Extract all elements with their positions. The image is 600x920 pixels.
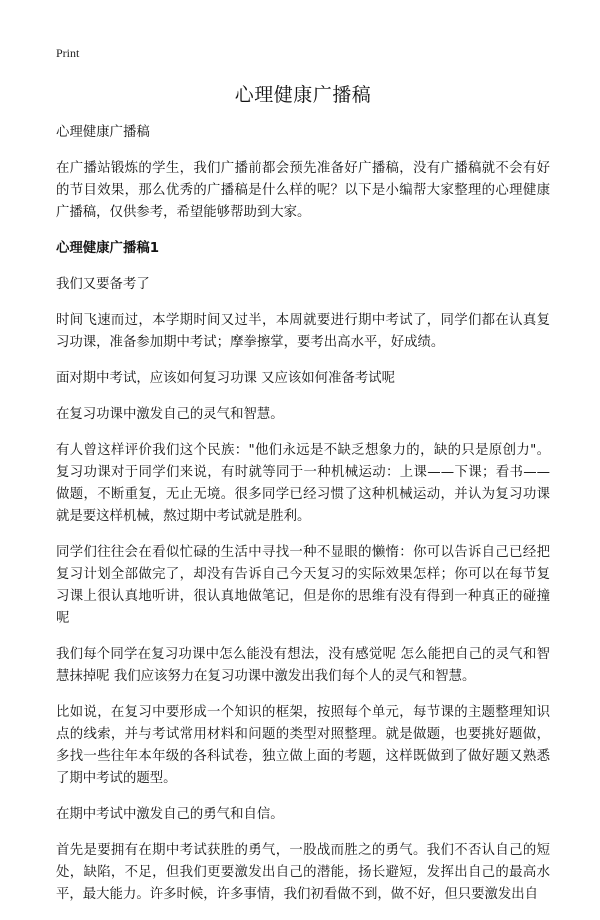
article-body bbox=[56, 122, 550, 920]
intro-paragraph: 在广播站锻炼的学生，我们广播前都会预先准备好广播稿，没有广播稿就不会有好的节目效果，那么优秀的广播稿是什么样的呢？以下是小编帮大家整理的心理健康广播稿，仅供参考，希望能够帮助到大家。 bbox=[56, 161, 550, 220]
section-heading: 心理健康广播稿1 bbox=[56, 241, 160, 256]
body-paragraph: 我们每个同学在复习功课中怎么能没有想法，没有感觉呢 怎么能把自己的灵气和智慧抹掉呢 我们应该努力在复习功课中激发出我们每个人的灵气和智慧。 bbox=[56, 647, 550, 684]
body-paragraph: 时间飞速而过，本学期时间又过半，本周就要进行期中考试了，同学们都在认真复习功课，准备参加期中考试；摩拳擦掌，要考出高水平，好成绩。 bbox=[56, 313, 550, 350]
body-paragraph: 首先是要拥有在期中考试获胜的勇气，一股战而胜之的勇气。我们不否认自己的短处，缺陷，不足，但我们更要激发出自己的潜能，扬长避短，发挥出自己的最高水平，最大能力。许多时候，许多事情，我们初看做不到，做不好，但只要激发出自 bbox=[56, 843, 550, 902]
article-subtitle: 心理健康广播稿 bbox=[56, 125, 150, 140]
body-paragraph: 有人曾这样评价我们这个民族："他们永远是不缺乏想象力的，缺的只是原创力"。复习功课对于同学们来说，有时就等同于一种机械运动：上课——下课；看书——做题，不断重复，无止无境。很多同学已经习惯了这种机械运动，并认为复习功课就是要这样机械，熬过期中考试就是胜利。 bbox=[56, 443, 550, 524]
page-title: 心理健康广播稿 bbox=[234, 84, 372, 106]
body-paragraph: 面对期中考试，应该如何复习功课 又应该如何准备考试呢 bbox=[56, 371, 396, 386]
body-paragraph: 比如说，在复习中要形成一个知识的框架，按照每个单元，每节课的主题整理知识点的线索，并与考试常用材料和问题的类型对照整理。就是做题，也要挑好题做，多找一些往年本年级的各科试卷，独立做上面的考题，这样既做到了做好题又熟悉了期中考试的题型。 bbox=[56, 705, 550, 786]
body-paragraph: 同学们往往会在看似忙碌的生活中寻找一种不显眼的懒惰：你可以告诉自己已经把复习计划全部做完了，却没有告诉自己今天复习的实际效果怎样；你可以在每节复习课上很认真地听讲，很认真地做笔记，但是你的思维有没有得到一种真正的碰撞呢 bbox=[56, 545, 550, 626]
body-paragraph: 在期中考试中激发自己的勇气和自信。 bbox=[56, 807, 284, 822]
body-paragraph: 我们又要备考了 bbox=[56, 277, 150, 292]
print-link[interactable]: Print bbox=[56, 46, 80, 60]
body-paragraph: 在复习功课中激发自己的灵气和智慧。 bbox=[56, 407, 284, 422]
